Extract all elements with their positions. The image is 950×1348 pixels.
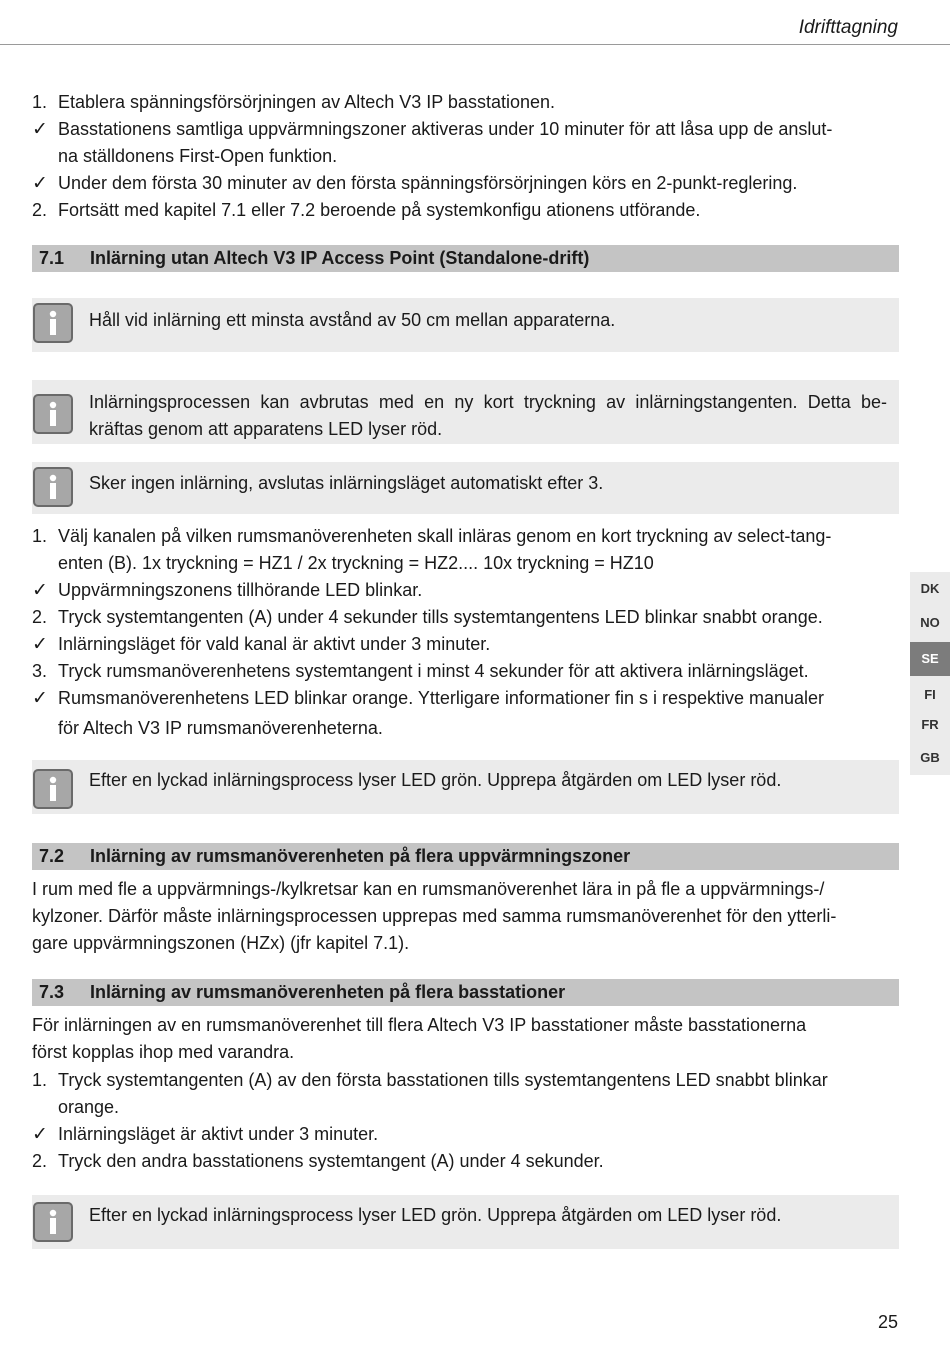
list-item xyxy=(32,658,899,685)
list-text: Tryck rumsmanöverenhetens systemtangent i minst 4 sekunder för att aktivera inlärningsläget. xyxy=(58,661,809,681)
list-text: Inlärningsläget för vald kanal är aktivt under 3 minuter. xyxy=(58,634,491,654)
list-marker: 1. xyxy=(32,1070,48,1090)
list-text: Etablera spänningsförsörjningen av Altech V3 IP basstationen. xyxy=(58,92,555,112)
paragraph-line: I rum med fle a uppvärmnings-/kylkretsar kan en rumsmanöverenhet lära in på fle a uppvärmnings-/ xyxy=(32,879,825,899)
list-item xyxy=(32,170,899,197)
language-tab-se[interactable]: SE xyxy=(910,642,950,676)
list-item xyxy=(32,577,899,604)
list-item xyxy=(32,116,899,143)
language-tab-gb[interactable]: GB xyxy=(920,750,940,765)
list-text: för Altech V3 IP rumsmanöverenheterna. xyxy=(58,718,383,738)
steps-list-7-1 xyxy=(32,523,899,742)
list-text: Tryck systemtangenten (A) av den första basstationen tills systemtangentens LED snabbt blinkar xyxy=(58,1070,828,1090)
paragraph-line: först kopplas ihop med varandra. xyxy=(32,1042,295,1062)
paragraph-line: kylzoner. Därför måste inlärningsprocessen upprepas med samma rumsmanöverenhet för den ytterli- xyxy=(32,906,837,926)
list-item xyxy=(32,1148,899,1175)
list-text: Inlärningsläget är aktivt under 3 minuter. xyxy=(58,1124,379,1144)
list-item xyxy=(32,89,899,116)
check-icon: ✓ xyxy=(32,634,48,655)
list-text: Uppvärmningszonens tillhörande LED blinkar. xyxy=(58,580,423,600)
list-marker: 2. xyxy=(32,607,48,627)
section-heading-7-3 xyxy=(32,979,899,1006)
steps-list-7-3 xyxy=(32,1067,899,1175)
info-icon xyxy=(33,769,73,809)
list-text: Under dem första 30 minuter av den första spänningsförsörjningen körs en 2-punkt-reglering. xyxy=(58,173,798,193)
list-item xyxy=(32,550,899,577)
note-text: Håll vid inlärning ett minsta avstånd av 50 cm mellan apparaterna. xyxy=(89,310,616,330)
header-rule xyxy=(0,44,950,45)
info-note xyxy=(32,760,899,814)
check-icon: ✓ xyxy=(32,688,48,709)
section-number: 7.1 xyxy=(39,248,65,268)
list-item xyxy=(32,715,899,742)
list-item xyxy=(32,685,899,712)
list-marker: 2. xyxy=(32,1151,48,1171)
section-title: Inlärning utan Altech V3 IP Access Point (Standalone-drift) xyxy=(90,248,590,268)
paragraph-line: gare uppvärmningszonen (HZx) (jfr kapitel 7.1). xyxy=(32,933,410,953)
check-icon: ✓ xyxy=(32,1124,48,1145)
check-icon: ✓ xyxy=(32,119,48,140)
check-icon: ✓ xyxy=(32,580,48,601)
language-tab-fr[interactable]: FR xyxy=(921,717,939,732)
list-text: orange. xyxy=(58,1097,120,1117)
section-title: Inlärning av rumsmanöverenheten på flera uppvärmningszoner xyxy=(90,846,631,866)
info-icon xyxy=(33,1202,73,1242)
list-text: Tryck den andra basstationens systemtangent (A) under 4 sekunder. xyxy=(58,1151,604,1171)
list-item xyxy=(32,197,899,224)
list-item xyxy=(32,631,899,658)
info-note xyxy=(32,462,899,514)
list-text: Basstationens samtliga uppvärmningszoner aktiveras under 10 minuter för att låsa upp de anslut- xyxy=(58,119,833,139)
list-text: Välj kanalen på vilken rumsmanöverenheten skall inläras genom en kort tryckning av select-tang- xyxy=(58,526,832,546)
note-text: Sker ingen inlärning, avslutas inlärningsläget automatiskt efter 3. xyxy=(89,473,604,493)
section-paragraph-7-3 xyxy=(32,1012,899,1066)
list-marker: 2. xyxy=(32,200,48,220)
list-text: enten (B). 1x tryckning = HZ1 / 2x tryckning = HZ2.... 10x tryckning = HZ10 xyxy=(58,553,654,573)
note-text: Efter en lyckad inlärningsprocess lyser LED grön. Upprepa åtgärden om LED lyser röd. xyxy=(89,770,782,790)
section-heading-7-1 xyxy=(32,245,899,272)
list-marker: 3. xyxy=(32,661,48,681)
list-item xyxy=(32,1067,899,1094)
language-tab-bar xyxy=(910,572,950,775)
header-title: Idrifttagning xyxy=(798,17,898,38)
list-item xyxy=(32,604,899,631)
paragraph-line: För inlärningen av en rumsmanöverenhet till flera Altech V3 IP basstationer måste basstationerna xyxy=(32,1015,807,1035)
info-icon xyxy=(33,303,73,343)
language-tab-fi[interactable]: FI xyxy=(924,687,936,702)
note-text: Inlärningsprocessen kan avbrutas med en ny kort tryckning av inlärningstangenten. Detta be- kräftas genom att apparatens LED lyser röd. xyxy=(89,392,887,439)
list-item xyxy=(32,523,899,550)
info-note xyxy=(32,1195,899,1249)
list-text: Rumsmanöverenhetens LED blinkar orange. Ytterligare informationer fin s i respektive manualer xyxy=(58,688,825,708)
section-paragraph-7-2 xyxy=(32,876,899,957)
language-tab-dk[interactable]: DK xyxy=(920,581,940,596)
list-item xyxy=(32,1094,899,1121)
info-note xyxy=(32,298,899,352)
list-marker: 1. xyxy=(32,526,48,546)
list-item xyxy=(32,1121,899,1148)
note-text: Efter en lyckad inlärningsprocess lyser LED grön. Upprepa åtgärden om LED lyser röd. xyxy=(89,1205,782,1225)
intro-list xyxy=(32,89,899,224)
list-text: na ställdonens First-Open funktion. xyxy=(58,146,338,166)
info-icon xyxy=(33,394,73,434)
section-number: 7.2 xyxy=(39,846,65,866)
section-heading-7-2 xyxy=(32,843,899,870)
page-number: 25 xyxy=(877,1312,898,1332)
check-icon: ✓ xyxy=(32,173,48,194)
list-item xyxy=(32,143,899,170)
list-text: Tryck systemtangenten (A) under 4 sekunder tills systemtangentens LED blinkar snabbt orange. xyxy=(58,607,823,627)
info-note xyxy=(32,380,899,444)
section-number: 7.3 xyxy=(39,982,65,1002)
list-text: Fortsätt med kapitel 7.1 eller 7.2 beroende på systemkonfigu ationens utförande. xyxy=(58,200,701,220)
section-title: Inlärning av rumsmanöverenheten på flera basstationer xyxy=(90,982,566,1002)
list-marker: 1. xyxy=(32,92,48,112)
info-icon xyxy=(33,467,73,507)
language-tab-no[interactable]: NO xyxy=(920,615,940,630)
